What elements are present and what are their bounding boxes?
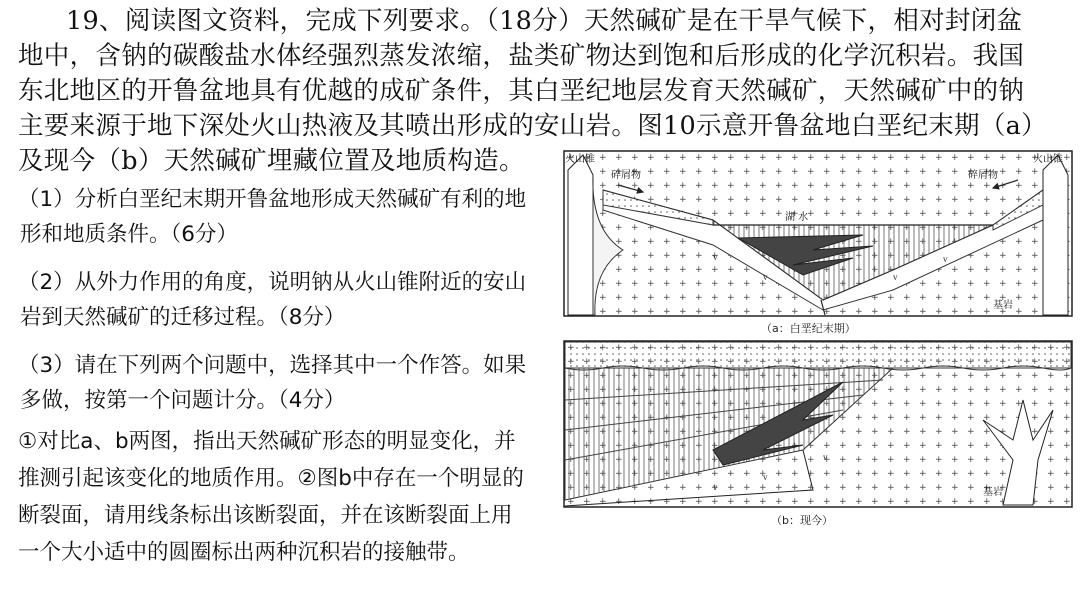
question-3 [18, 348, 558, 418]
question-2-line: （2）从外力作用的角度，说明钠从火山锥附近的安山 [18, 270, 527, 295]
intro-line: 19、阅读图文资料，完成下列要求。（18分）天然碱矿是在干旱气候下，相对封闭盆 [66, 6, 1023, 36]
question-3-line: （3）请在下列两个问题中，选择其中一个作答。如果 [18, 353, 527, 378]
volcano-left-label: 火山锥 [565, 154, 595, 165]
svg-text:v: v [943, 254, 948, 264]
svg-text:v: v [713, 482, 718, 492]
bedrock-label-a: 基岩 [993, 300, 1013, 311]
debris-right-label: 碎屑物 [968, 170, 998, 181]
intro-line: 东北地区的开鲁盆地具有优越的成矿条件，其白垩纪地层发育天然碱矿，天然碱矿中的钠 [18, 76, 1025, 106]
figure-b-diagram [563, 340, 1073, 510]
question-2 [18, 265, 558, 335]
intro-line: 主要来源于地下深处火山热液及其喷出形成的安山岩。图10示意开鲁盆地白垩纪末期（a） [18, 111, 1047, 141]
question-3-options [18, 423, 558, 571]
figure-a-caption: （a：白垩纪末期） [761, 322, 856, 335]
intro-line: 及现今（b）天然碱矿埋藏位置及地质构造。 [18, 146, 525, 176]
question-1 [18, 182, 558, 252]
question-3-option-line: 一个大小适中的圆圈标出两种沉积岩的接触带。 [18, 540, 470, 565]
figure-b-caption: （b：现今） [771, 514, 833, 527]
question-3-line: 多做，按第一个问题计分。（4分） [20, 388, 346, 413]
svg-text:v: v [823, 452, 828, 462]
question-1-line: 形和地质条件。（6分） [20, 222, 238, 247]
svg-text:v: v [763, 472, 768, 482]
question-3-option-line: 断裂面，请用线条标出该断裂面，并在该断裂面上用 [18, 503, 513, 528]
debris-left-label: 碎屑物 [611, 170, 641, 181]
figure-b [563, 340, 1073, 530]
lake-label: 湖 水 [785, 212, 809, 223]
svg-text:v: v [763, 272, 768, 282]
question-3-option-line: ①对比a、b两图，指出天然碱矿形态的明显变化，并 [18, 429, 516, 454]
svg-text:v: v [893, 272, 898, 282]
question-2-line: 岩到天然碱矿的迁移过程。（8分） [20, 305, 346, 330]
volcano-right-label: 火山锥 [1033, 154, 1063, 165]
question-3-option-line: 推测引起该变化的地质作用。②图b中存在一个明显的 [18, 466, 524, 491]
svg-text:v: v [713, 252, 718, 262]
question-1-line: （1）分析白垩纪末期开鲁盆地形成天然碱矿有利的地 [18, 187, 527, 212]
figure-a-diagram [563, 150, 1073, 335]
figure-a [563, 150, 1073, 335]
intro-line: 地中，含钠的碳酸盐水体经强烈蒸发浓缩，盐类矿物达到饱和后形成的化学沉积岩。我国 [18, 41, 1025, 71]
bedrock-label-b: 基岩 [983, 487, 1003, 498]
